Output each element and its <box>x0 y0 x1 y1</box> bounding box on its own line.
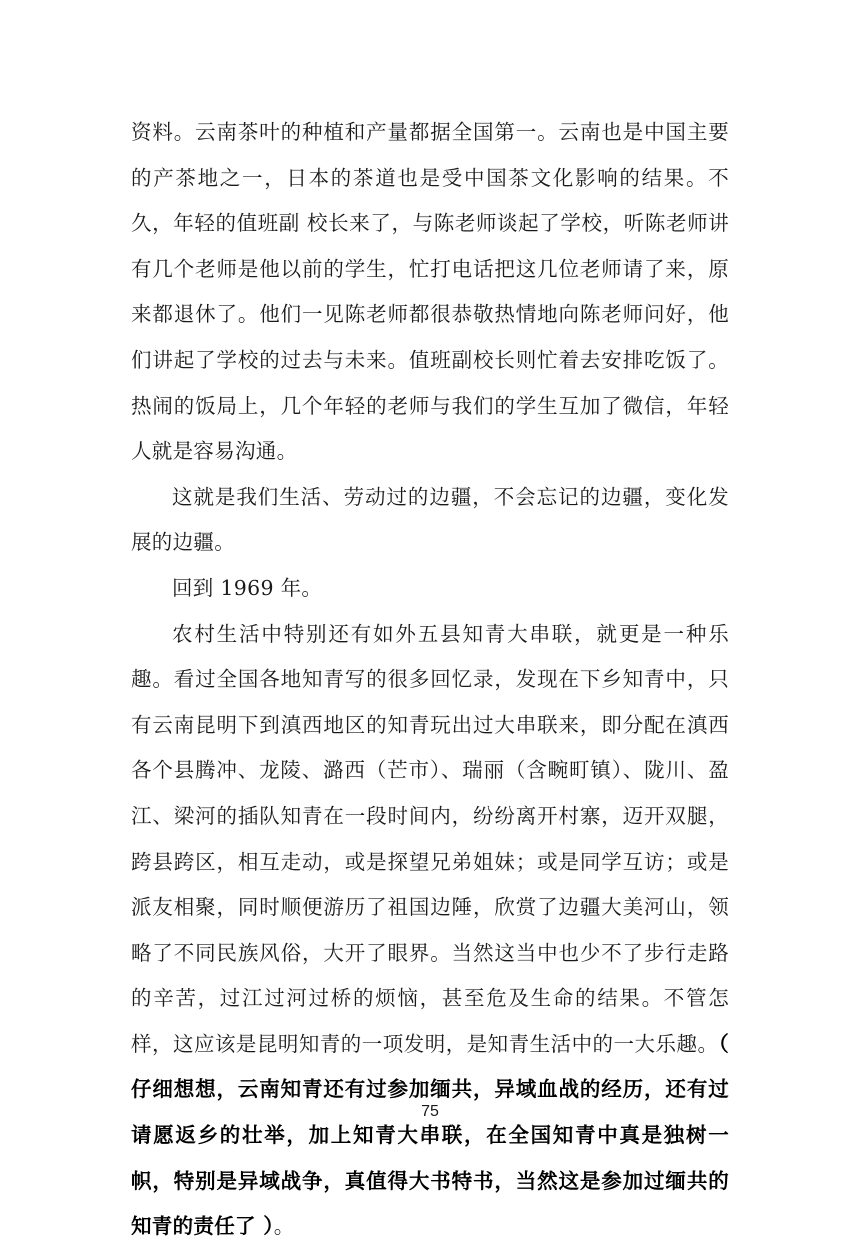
paragraph-text: 农村生活中特别还有如外五县知青大串联，就更是一种乐趣。看过全国各地知青写的很多回忆录，发现在下乡知青中，只有云南昆明下到滇西地区的知青玩出过大串联来，即分配在滇西各个县腾冲、龙陵、潞西（芒市）、瑞丽（含畹町镇）、陇川、盈江、梁河的插队知青在一段时间内，纷纷离开村寨，迈开双腿，跨县跨区，相互走动，或是探望兄弟姐妹；或是同学互访；或是派友相聚，同时顺便游历了祖国边陲，欣赏了边疆大美河山，领略了不同民族风俗，大开了眼界。当然这当中也少不了步行走路的辛苦，过江过河过桥的烦恼，甚至危及生命的结果。不管怎样，这应该是昆明知青的一项发明，是知青生活中的一大乐趣。 <box>131 621 729 1056</box>
body-text <box>131 110 729 1250</box>
paragraph-1969: 回到 1969 年。 <box>172 575 323 600</box>
paragraph-great-linkup <box>131 612 729 1250</box>
paragraph-tail: 。 <box>273 1214 295 1239</box>
bold-remark: （ 仔细想想，云南知青还有过参加缅共，异域血战的经历，还有过请愿返乡的壮举，加上知青大串联，在全国知青中真是独树一帜，特别是异域战争，真值得大书特书，当然这是参加过缅共的知青的责任了 ） <box>131 1031 729 1239</box>
paragraph-frontier: 这就是我们生活、劳动过的边疆，不会忘记的边疆，变化发展的边疆。 <box>131 484 729 555</box>
paragraph-continuation: 资料。云南茶叶的种植和产量都据全国第一。云南也是中国主要的产茶地之一，日本的茶道也是受中国茶文化影响的结果。不久，年轻的值班副 校长来了，与陈老师谈起了学校，听陈老师讲有几个老师是他以前的学生，忙打电话把这几位老师请了来，原来都退休了。他们一见陈老师都很恭敬热情地向陈老师问好，他们讲起了学校的过去与未来。值班副校长则忙着去安排吃饭了。热闹的饭局上，几个年轻的老师与我们的学生互加了微信，年轻人就是容易沟通。 <box>131 120 729 464</box>
page-number: 75 <box>421 1103 439 1120</box>
